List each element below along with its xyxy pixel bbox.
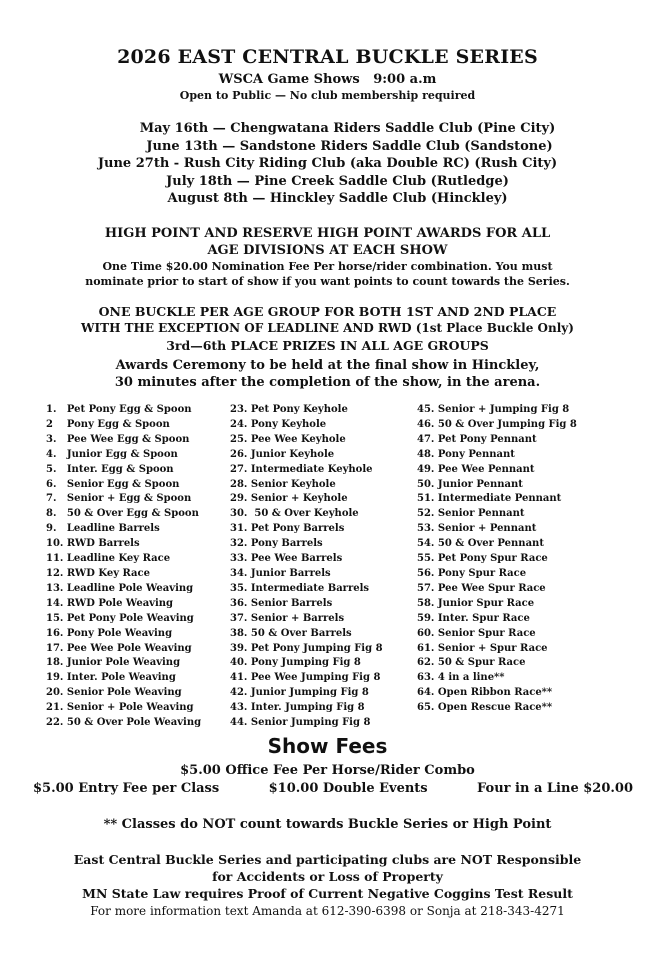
high-point-heading [0,225,655,259]
class-list-item: 38. 50 & Over Barrels [230,627,352,639]
class-list-item: 61. Senior + Spur Race [417,642,548,654]
class-list-item: 62. 50 & Spur Race [417,657,526,669]
class-list-item: 45. Senior + Jumping Fig 8 [417,404,570,415]
class-list-item: 2 Pony Egg & Spoon [46,418,170,430]
class-list-item: 52. Senior Pennant [417,508,525,520]
four-in-a-line-fee: Four in a Line $20.00 [477,781,633,796]
class-list-item: 42. Junior Jumping Fig 8 [230,687,369,699]
open-to-public-line: Open to Public — No club membership required [179,89,476,102]
disclaimer-line: East Central Buckle Series and participating clubs are NOT Responsible [73,852,582,867]
class-list-item: 25. Pee Wee Keyhole [230,433,346,445]
class-list-item: 32. Pony Barrels [230,538,323,550]
class-list-item: 28. Senior Keyhole [230,478,336,490]
show-fees-heading: Show Fees [267,734,388,758]
class-list-item: 31. Pet Pony Barrels [230,523,345,535]
class-list-item: 23. Pet Pony Keyhole [230,404,348,415]
class-list-item: 4. Junior Egg & Spoon [46,448,178,460]
schedule-item: June 27th - Rush City Riding Club (aka Double RC) (Rush City) [97,156,558,171]
high-point-line: AGE DIVISIONS AT EACH SHOW [207,243,448,258]
class-list-item: 8. 50 & Over Egg & Spoon [46,508,199,520]
class-list-item: 55. Pet Pony Spur Race [417,553,548,565]
class-list-item: 10. RWD Barrels [46,538,140,550]
buckle-line: WITH THE EXCEPTION OF LEADLINE AND RWD (1st Place Buckle Only) [81,321,574,335]
class-list-item: 50. Junior Pennant [417,478,523,490]
awards-ceremony [0,357,655,391]
class-list-item: 65. Open Rescue Race** [417,702,553,714]
nomination-line: nominate prior to start of show if you want points to count towards the Series. [85,274,570,288]
class-list-item: 6. Senior Egg & Spoon [46,478,180,490]
class-list-item: 20. Senior Pole Weaving [46,687,182,699]
schedule-item: June 13th — Sandstone Riders Saddle Club (Sandstone) [146,138,553,154]
schedule-item: May 16th — Chengwatana Riders Saddle Club (Pine City) [139,121,556,136]
class-list-item: 26. Junior Keyhole [230,448,335,460]
class-list-item: 29. Senior + Keyhole [230,493,348,505]
awards-line: 30 minutes after the completion of the show, in the arena. [114,375,541,390]
entry-fee: $5.00 Entry Fee per Class [33,781,220,796]
class-list-item: 19. Inter. Pole Weaving [46,672,176,684]
class-list-item: 40. Pony Jumping Fig 8 [230,657,361,669]
class-list-item: 12. RWD Key Race [46,567,150,579]
class-list-item: 57. Pee Wee Spur Race [417,582,546,594]
disclaimer-line: MN State Law requires Proof of Current Negative Coggins Test Result [82,886,573,901]
class-list-item: 44. Senior Jumping Fig 8 [230,717,371,729]
class-list-item: 47. Pet Pony Pennant [417,433,537,445]
schedule-item: August 8th — Hinckley Saddle Club (Hinckley) [167,191,508,206]
schedule-item: July 18th — Pine Creek Saddle Club (Rutledge) [166,173,509,189]
office-fee: $5.00 Office Fee Per Horse/Rider Combo [180,763,475,778]
class-list-item: 54. 50 & Over Pennant [417,538,544,550]
show-schedule [0,120,655,208]
class-list-item: 13. Leadline Pole Weaving [46,582,194,594]
class-list-item: 15. Pet Pony Pole Weaving [46,612,194,624]
classes-note: ** Classes do NOT count towards Buckle Series or High Point [103,817,552,832]
class-list-item: 59. Inter. Spur Race [417,612,530,624]
class-list-item: 17. Pee Wee Pole Weaving [46,642,192,654]
class-list-item: 60. Senior Spur Race [417,627,536,639]
class-list-item: 1. Pet Pony Egg & Spoon [46,404,192,415]
contact-info: For more information text Amanda at 612-390-6398 or Sonja at 218-343-4271 [90,904,565,918]
buckle-line: 3rd—6th PLACE PRIZES IN ALL AGE GROUPS [166,338,489,353]
class-list-item: 43. Inter. Jumping Fig 8 [230,702,365,714]
double-events-fee: $10.00 Double Events [268,781,428,796]
class-list-item: 18. Junior Pole Weaving [46,657,181,669]
awards-line: Awards Ceremony to be held at the final show in Hinckley, [115,358,540,373]
class-list-item: 22. 50 & Over Pole Weaving [46,717,202,729]
class-list-item: 11. Leadline Key Race [46,553,171,565]
class-list-item: 24. Pony Keyhole [230,418,327,430]
class-list-item: 58. Junior Spur Race [417,597,535,609]
class-list-item: 14. RWD Pole Weaving [46,597,174,609]
class-list-item: 64. Open Ribbon Race** [417,687,553,699]
class-list-item: 36. Senior Barrels [230,597,333,609]
class-list-column-1 [46,403,201,731]
nomination-line: One Time $20.00 Nomination Fee Per horse/rider combination. You must [102,260,553,273]
high-point-line: HIGH POINT AND RESERVE HIGH POINT AWARDS FOR ALL [104,226,551,241]
fee-row [33,781,633,796]
class-list-item: 37. Senior + Barrels [230,612,345,624]
flyer-title: 2026 EAST CENTRAL BUCKLE SERIES [117,46,538,68]
class-list-item: 9. Leadline Barrels [46,523,160,535]
class-list-item: 3. Pee Wee Egg & Spoon [46,433,190,445]
class-list-column-3 [417,403,577,716]
nomination-fee-text [0,260,655,289]
class-list-item: 63. 4 in a line** [417,672,505,684]
buckle-line: ONE BUCKLE PER AGE GROUP FOR BOTH 1ST AND 2ND PLACE [98,304,557,319]
buckle-info [0,303,655,354]
class-list-item: 39. Pet Pony Jumping Fig 8 [230,642,383,654]
disclaimer-line: for Accidents or Loss of Property [212,869,443,884]
class-list-item: 46. 50 & Over Jumping Fig 8 [417,418,577,430]
class-list-item: 16. Pony Pole Weaving [46,627,173,639]
class-list-item: 21. Senior + Pole Weaving [46,702,194,714]
flyer-subtitle: WSCA Game Shows 9:00 a.m [218,72,437,87]
class-list-item: 33. Pee Wee Barrels [230,553,343,565]
class-list-item: 49. Pee Wee Pennant [417,463,535,475]
class-list-item: 34. Junior Barrels [230,567,331,579]
class-list-column-2 [230,403,383,731]
disclaimer [0,851,655,902]
class-list-item: 51. Intermediate Pennant [417,493,562,505]
class-list-item: 56. Pony Spur Race [417,567,527,579]
class-list-item: 7. Senior + Egg & Spoon [46,493,192,505]
class-list-item: 53. Senior + Pennant [417,523,537,535]
class-list-item: 41. Pee Wee Jumping Fig 8 [230,672,381,684]
class-list-item: 27. Intermediate Keyhole [230,463,373,475]
class-list-item: 30. 50 & Over Keyhole [230,508,359,520]
class-list-item: 35. Intermediate Barrels [230,582,370,594]
class-list-item: 48. Pony Pennant [417,448,515,460]
class-list-item: 5. Inter. Egg & Spoon [46,463,174,475]
